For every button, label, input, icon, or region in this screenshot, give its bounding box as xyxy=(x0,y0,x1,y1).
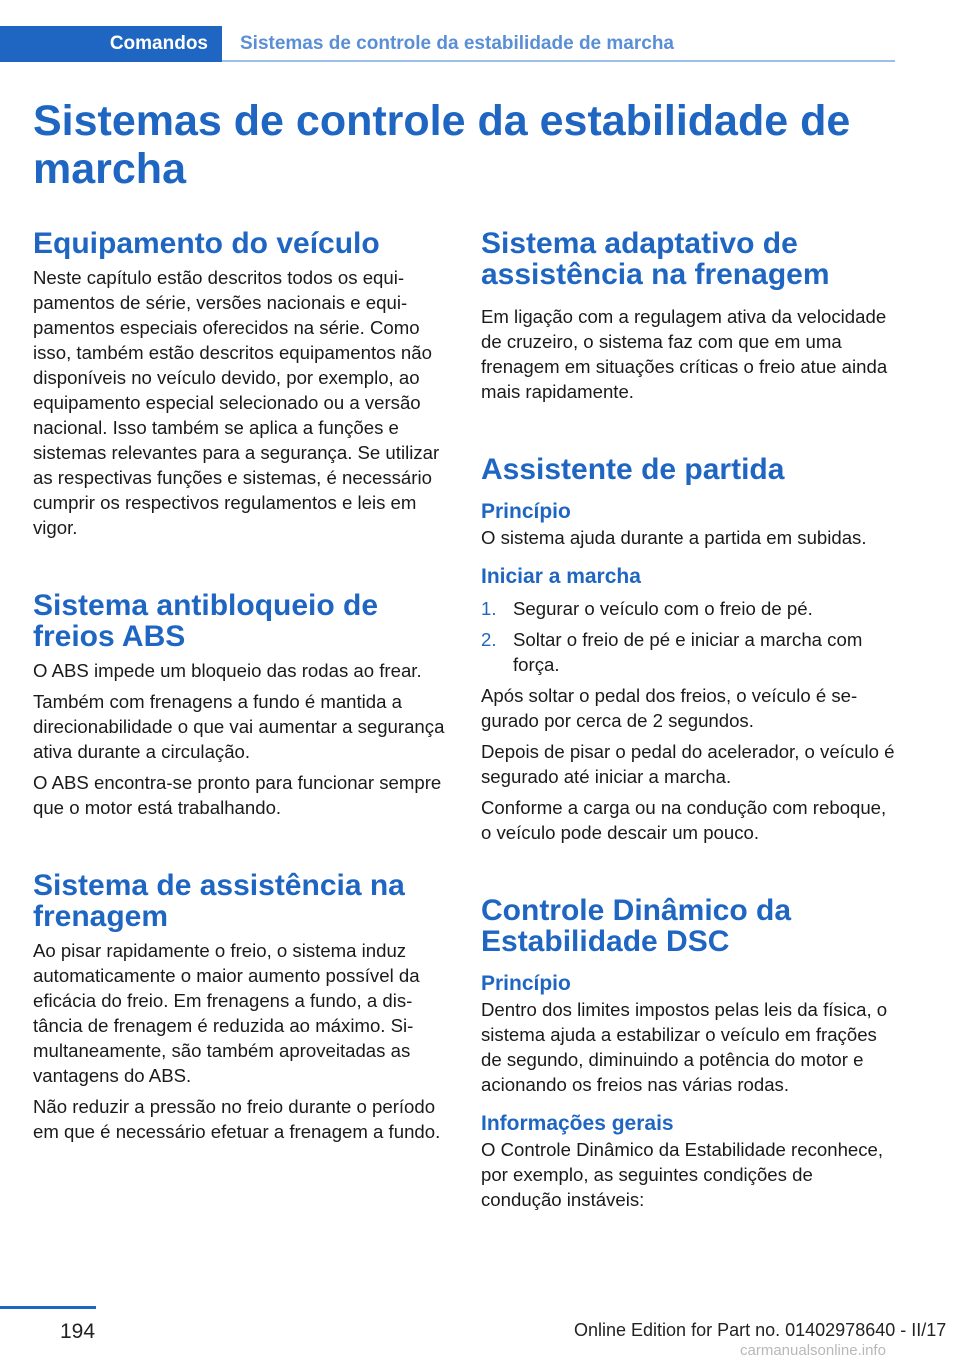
heading-dsc: Controle Dinâmico da Estabilidade DSC xyxy=(481,894,792,958)
heading-abs: Sistema antibloqueio de freios ABS xyxy=(33,589,379,653)
paragraph: Também com frenagens a fundo é mantida a direcionabilidade o que vai aumentar a segurança ativa durante a circulação. xyxy=(33,691,445,762)
subheading-principio: Princípio xyxy=(481,972,571,995)
right-column xyxy=(481,228,897,1212)
running-header xyxy=(0,26,895,62)
paragraph: O ABS impede um bloqueio das rodas ao frear. xyxy=(33,660,422,681)
footer-rule xyxy=(0,1306,96,1309)
paragraph: Depois de pisar o pedal do acelerador, o veículo é segurado até iniciar a marcha. xyxy=(481,741,895,787)
heading-assistencia-frenagem: Sistema de assistência na frenagem xyxy=(33,869,405,933)
step-number: 2. xyxy=(481,629,497,650)
paragraph: O Controle Dinâmico da Estabilidade reconhece, por exemplo, as seguintes condições de condução instáveis: xyxy=(481,1139,884,1210)
subheading-iniciar-marcha: Iniciar a marcha xyxy=(481,565,641,588)
paragraph: O sistema ajuda durante a partida em subidas. xyxy=(481,527,867,548)
step-number: 1. xyxy=(481,598,497,619)
left-column xyxy=(33,228,449,1144)
step-text: Soltar o freio de pé e iniciar a marcha com força. xyxy=(513,629,863,675)
paragraph: Após soltar o pedal dos freios, o veículo é segurado por cerca de 2 segundos. xyxy=(481,685,858,731)
chapter-tab: Comandos xyxy=(0,26,222,62)
page-number: 194 xyxy=(60,1320,96,1343)
paragraph: Não reduzir a pressão no freio durante o período em que é necessário efetuar a frenagem a fundo. xyxy=(33,1096,441,1142)
list-item xyxy=(481,596,897,621)
heading-equipamento: Equipamento do veículo xyxy=(33,227,380,260)
steps-list xyxy=(481,596,897,677)
header-rule xyxy=(222,60,895,62)
paragraph: Neste capítulo estão descritos todos os equipamentos de série, versões nacionais e equipamentos especiais oferecidos na série. Como isso, também estão descritos equipamentos não disponíveis no veículo devido, por exemplo, ao equipamento especial selecionado ou a versão nacional. Isso também se aplica a funções e sistemas relevantes para a segurança. Se utilizar as respectivas funções e sistemas, é necessário cumprir os respectivos regulamentos e leis em vigor. xyxy=(33,267,440,538)
edition-note: Online Edition for Part no. 01402978640 - II/17 xyxy=(574,1320,947,1340)
subheading-principio: Princípio xyxy=(481,500,571,523)
heading-adaptativo: Sistema adaptativo de assistência na frenagem xyxy=(481,227,830,291)
section-tab: Sistemas de controle da estabilidade de marcha xyxy=(240,33,674,54)
subheading-informacoes-gerais: Informações gerais xyxy=(481,1112,674,1135)
paragraph: Dentro dos limites impostos pelas leis da física, o sistema ajuda a estabilizar o veículo em frações de segundo, diminuindo a potência do motor e acionando os freios nas várias rodas. xyxy=(481,999,888,1095)
paragraph: Conforme a carga ou na condução com reboque, o veículo pode descair um pouco. xyxy=(481,797,887,843)
page-title: Sistemas de controle da estabilidade de marcha xyxy=(33,97,851,193)
paragraph: Em ligação com a regulagem ativa da velocidade de cruzeiro, o sistema faz com que em uma frenagem em situações críticas o freio atue ainda mais rapidamente. xyxy=(481,306,888,402)
watermark: carmanualsonline.info xyxy=(740,1342,886,1359)
paragraph: O ABS encontra-se pronto para funcionar sempre que o motor está trabalhando. xyxy=(33,772,442,818)
paragraph: Ao pisar rapidamente o freio, o sistema induz automaticamente o maior aumento possível da eficácia do freio. Em frenagens a fundo, a distância de frenagem é reduzida ao máximo. Simultaneamente, são também aproveitadas as vantagens do ABS. xyxy=(33,940,420,1086)
step-text: Segurar o veículo com o freio de pé. xyxy=(513,598,813,619)
heading-assistente-partida: Assistente de partida xyxy=(481,453,785,486)
list-item xyxy=(481,627,897,677)
